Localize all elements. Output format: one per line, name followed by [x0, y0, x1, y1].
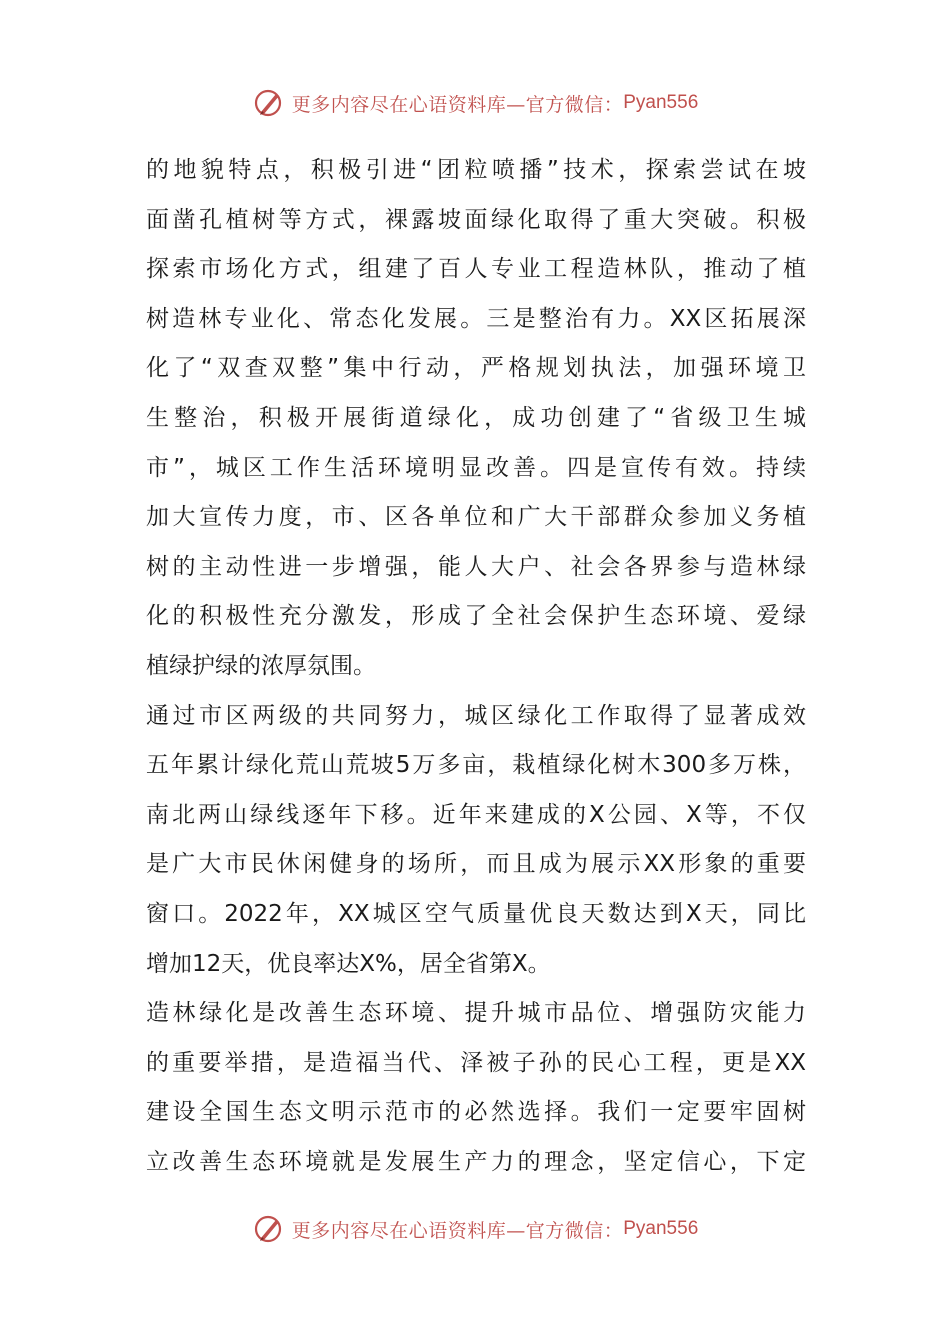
text-line: 生整治，积极开展街道绿化，成功创建了“省级卫生城	[146, 404, 806, 431]
text-line: 立改善生态环境就是发展生产力的理念，坚定信心，下定	[146, 1148, 806, 1175]
header-watermark	[0, 83, 950, 123]
text-line: 探索市场化方式，组建了百人专业工程造林队，推动了植	[146, 256, 806, 283]
text-line: 的重要举措，是造福当代、泽被子孙的民心工程，更是XX	[146, 1049, 806, 1076]
text-line: 加大宣传力度，市、区各单位和广大干部群众参加义务植	[146, 504, 806, 531]
watermark-text: 更多内容尽在心语资料库—官方微信：	[291, 93, 624, 116]
text-line: 通过市区两级的共同努力，城区绿化工作取得了显著成效	[146, 702, 806, 729]
text-line: 市”，城区工作生活环境明显改善。四是宣传有效。持续	[146, 454, 806, 481]
text-line: 树的主动性进一步增强，能人大户、社会各界参与造林绿	[146, 553, 806, 580]
text-line: 化了“双查双整”集中行动，严格规划执法，加强环境卫	[146, 355, 806, 382]
document-body	[146, 146, 806, 1187]
text-line: 化的积极性充分激发，形成了全社会保护生态环境、爱绿	[146, 603, 806, 630]
text-line: 窗口。2022年，XX城区空气质量优良天数达到X天，同比	[146, 900, 806, 927]
text-line: 是广大市民休闲健身的场所，而且成为展示XX形象的重要	[146, 851, 806, 878]
pen-circle-logo-icon	[252, 1212, 286, 1246]
text-line: 造林绿化是改善生态环境、提升城市品位、增强防灾能力	[146, 1000, 806, 1027]
text-line: 树造林专业化、常态化发展。三是整治有力。XX区拓展深	[146, 305, 806, 332]
text-line: 增加12天，优良率达X%，居全省第X。	[146, 950, 551, 977]
watermark-wechat-id: Pyan556	[623, 92, 699, 113]
text-line: 建设全国生态文明示范市的必然选择。我们一定要牢固树	[146, 1099, 806, 1126]
text-line: 植绿护绿的浓厚氛围。	[146, 652, 376, 679]
watermark-text: 更多内容尽在心语资料库—官方微信：	[291, 1219, 624, 1242]
text-line: 南北两山绿线逐年下移。近年来建成的X公园、X等，不仅	[146, 801, 806, 828]
pen-circle-logo-icon	[252, 86, 286, 120]
text-line: 面凿孔植树等方式，裸露坡面绿化取得了重大突破。积极	[146, 206, 806, 233]
text-line: 五年累计绿化荒山荒坡5万多亩，栽植绿化树木300多万株，	[146, 752, 806, 779]
footer-watermark	[0, 1209, 950, 1249]
text-line: 的地貌特点，积极引进“团粒喷播”技术，探索尝试在坡	[146, 157, 806, 183]
watermark-wechat-id: Pyan556	[623, 1218, 699, 1239]
